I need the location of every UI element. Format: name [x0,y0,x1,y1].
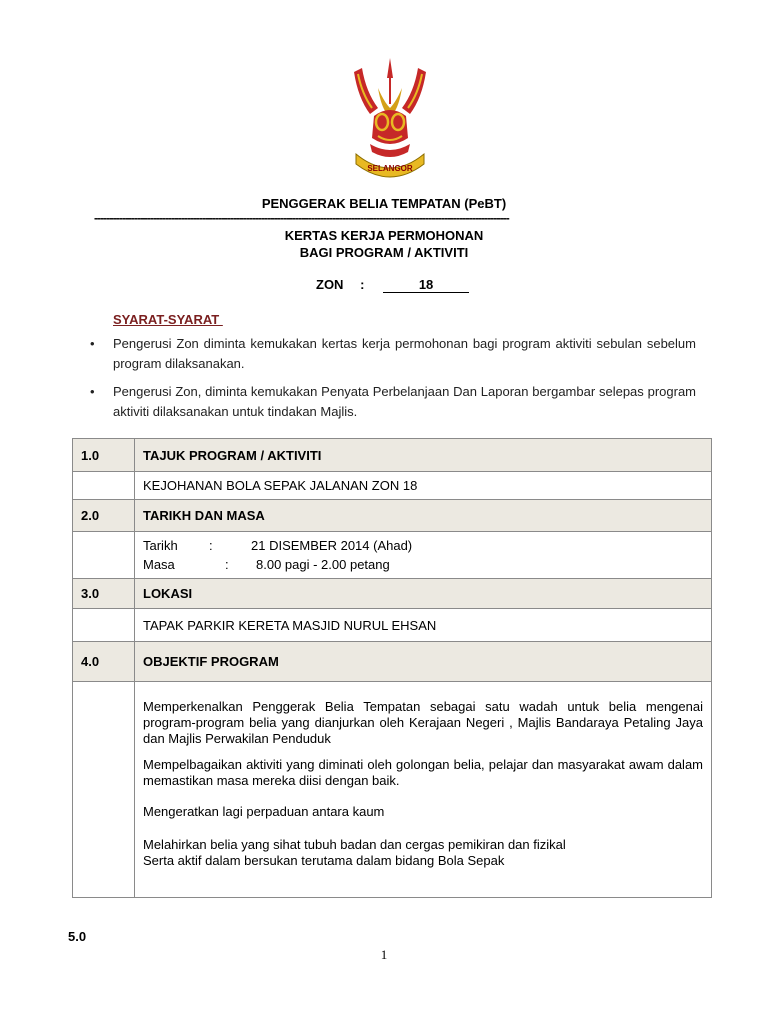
section-title: TAJUK PROGRAM / AKTIVITI [135,439,712,472]
section-title: LOKASI [135,579,712,609]
selangor-crest-logo [348,58,432,184]
syarat-item-text: Pengerusi Zon diminta kemukakan kertas kerja permohonan bagi program aktiviti sebulan sebelum program dilaksanakan. [113,336,696,371]
objective-item: Melahirkan belia yang sihat tubuh badan dan cergas pemikiran dan fizikal [143,837,566,852]
program-title-value: KEJOHANAN BOLA SEPAK JALANAN ZON 18 [135,472,712,500]
org-title: PENGGERAK BELIA TEMPATAN (PeBT) [261,196,507,211]
masa-separator: : [225,557,229,572]
section-number: 1.0 [73,439,135,472]
location-value: TAPAK PARKIR KERETA MASJID NURUL EHSAN [135,609,712,642]
section-title: TARIKH DAN MASA [135,500,712,532]
objective-item: Mempelbagaikan aktiviti yang diminati oleh golongan belia, pelajar dan masyarakat awam dalam memastikan masa mereka diisi dengan baik. [143,757,703,788]
zon-field [316,277,469,293]
masa-label: Masa [143,557,175,572]
bullet-dot-icon: • [90,384,95,399]
syarat-item-text: Pengerusi Zon, diminta kemukakan Penyata Perbelanjaan Dan Laporan bergambar selepas program aktiviti dilaksanakan untuk tindakan Majlis. [113,384,696,419]
section-1-content [73,472,712,500]
section-number: 2.0 [73,500,135,532]
tarikh-row [143,536,703,555]
section-number: 4.0 [73,642,135,682]
masa-value: 8.00 pagi - 2.00 petang [256,557,390,572]
section-2-header [73,500,712,532]
objective-item: Serta aktif dalam bersukan terutama dalam bidang Bola Sepak [143,853,505,868]
section-1-header [73,439,712,472]
tarikh-separator: : [209,538,213,553]
tarikh-label: Tarikh [143,538,178,553]
bullet-dot-icon: • [90,336,95,351]
syarat-item-2 [90,382,696,422]
header-divider: -------------------------------------------------------------------------------------------------------------------------------------- [94,212,509,224]
zon-separator: : [360,277,365,292]
section-3-content [73,609,712,642]
objective-item: Mengeratkan lagi perpaduan antara kaum [143,804,385,819]
crest-banner-text: SELANGOR [367,164,413,173]
section-5-number: 5.0 [68,929,87,944]
zon-label: ZON [316,277,344,292]
program-form-table [72,438,712,898]
tarikh-value: 21 DISEMBER 2014 (Ahad) [251,538,413,553]
section-3-header [73,579,712,609]
doc-title-line1: KERTAS KERJA PERMOHONAN [284,228,484,243]
objective-item: Memperkenalkan Penggerak Belia Tempatan sebagai satu wadah untuk belia mengenai program-program belia yang dianjurkan oleh Kerajaan Negeri , Majlis Bandaraya Petaling Jaya dan Majlis Perwakilan Penduduk [143,699,703,746]
syarat-item-1 [90,334,696,374]
section-4-header [73,642,712,682]
masa-row [143,555,703,574]
zon-value: 18 [383,278,469,293]
page-number: 1 [380,947,388,962]
section-title: OBJEKTIF PROGRAM [135,642,712,682]
syarat-heading: SYARAT-SYARAT [113,312,223,327]
doc-title-line2: BAGI PROGRAM / AKTIVITI [299,245,469,260]
section-2-content [73,532,712,579]
section-4-content [73,682,712,898]
section-number: 3.0 [73,579,135,609]
